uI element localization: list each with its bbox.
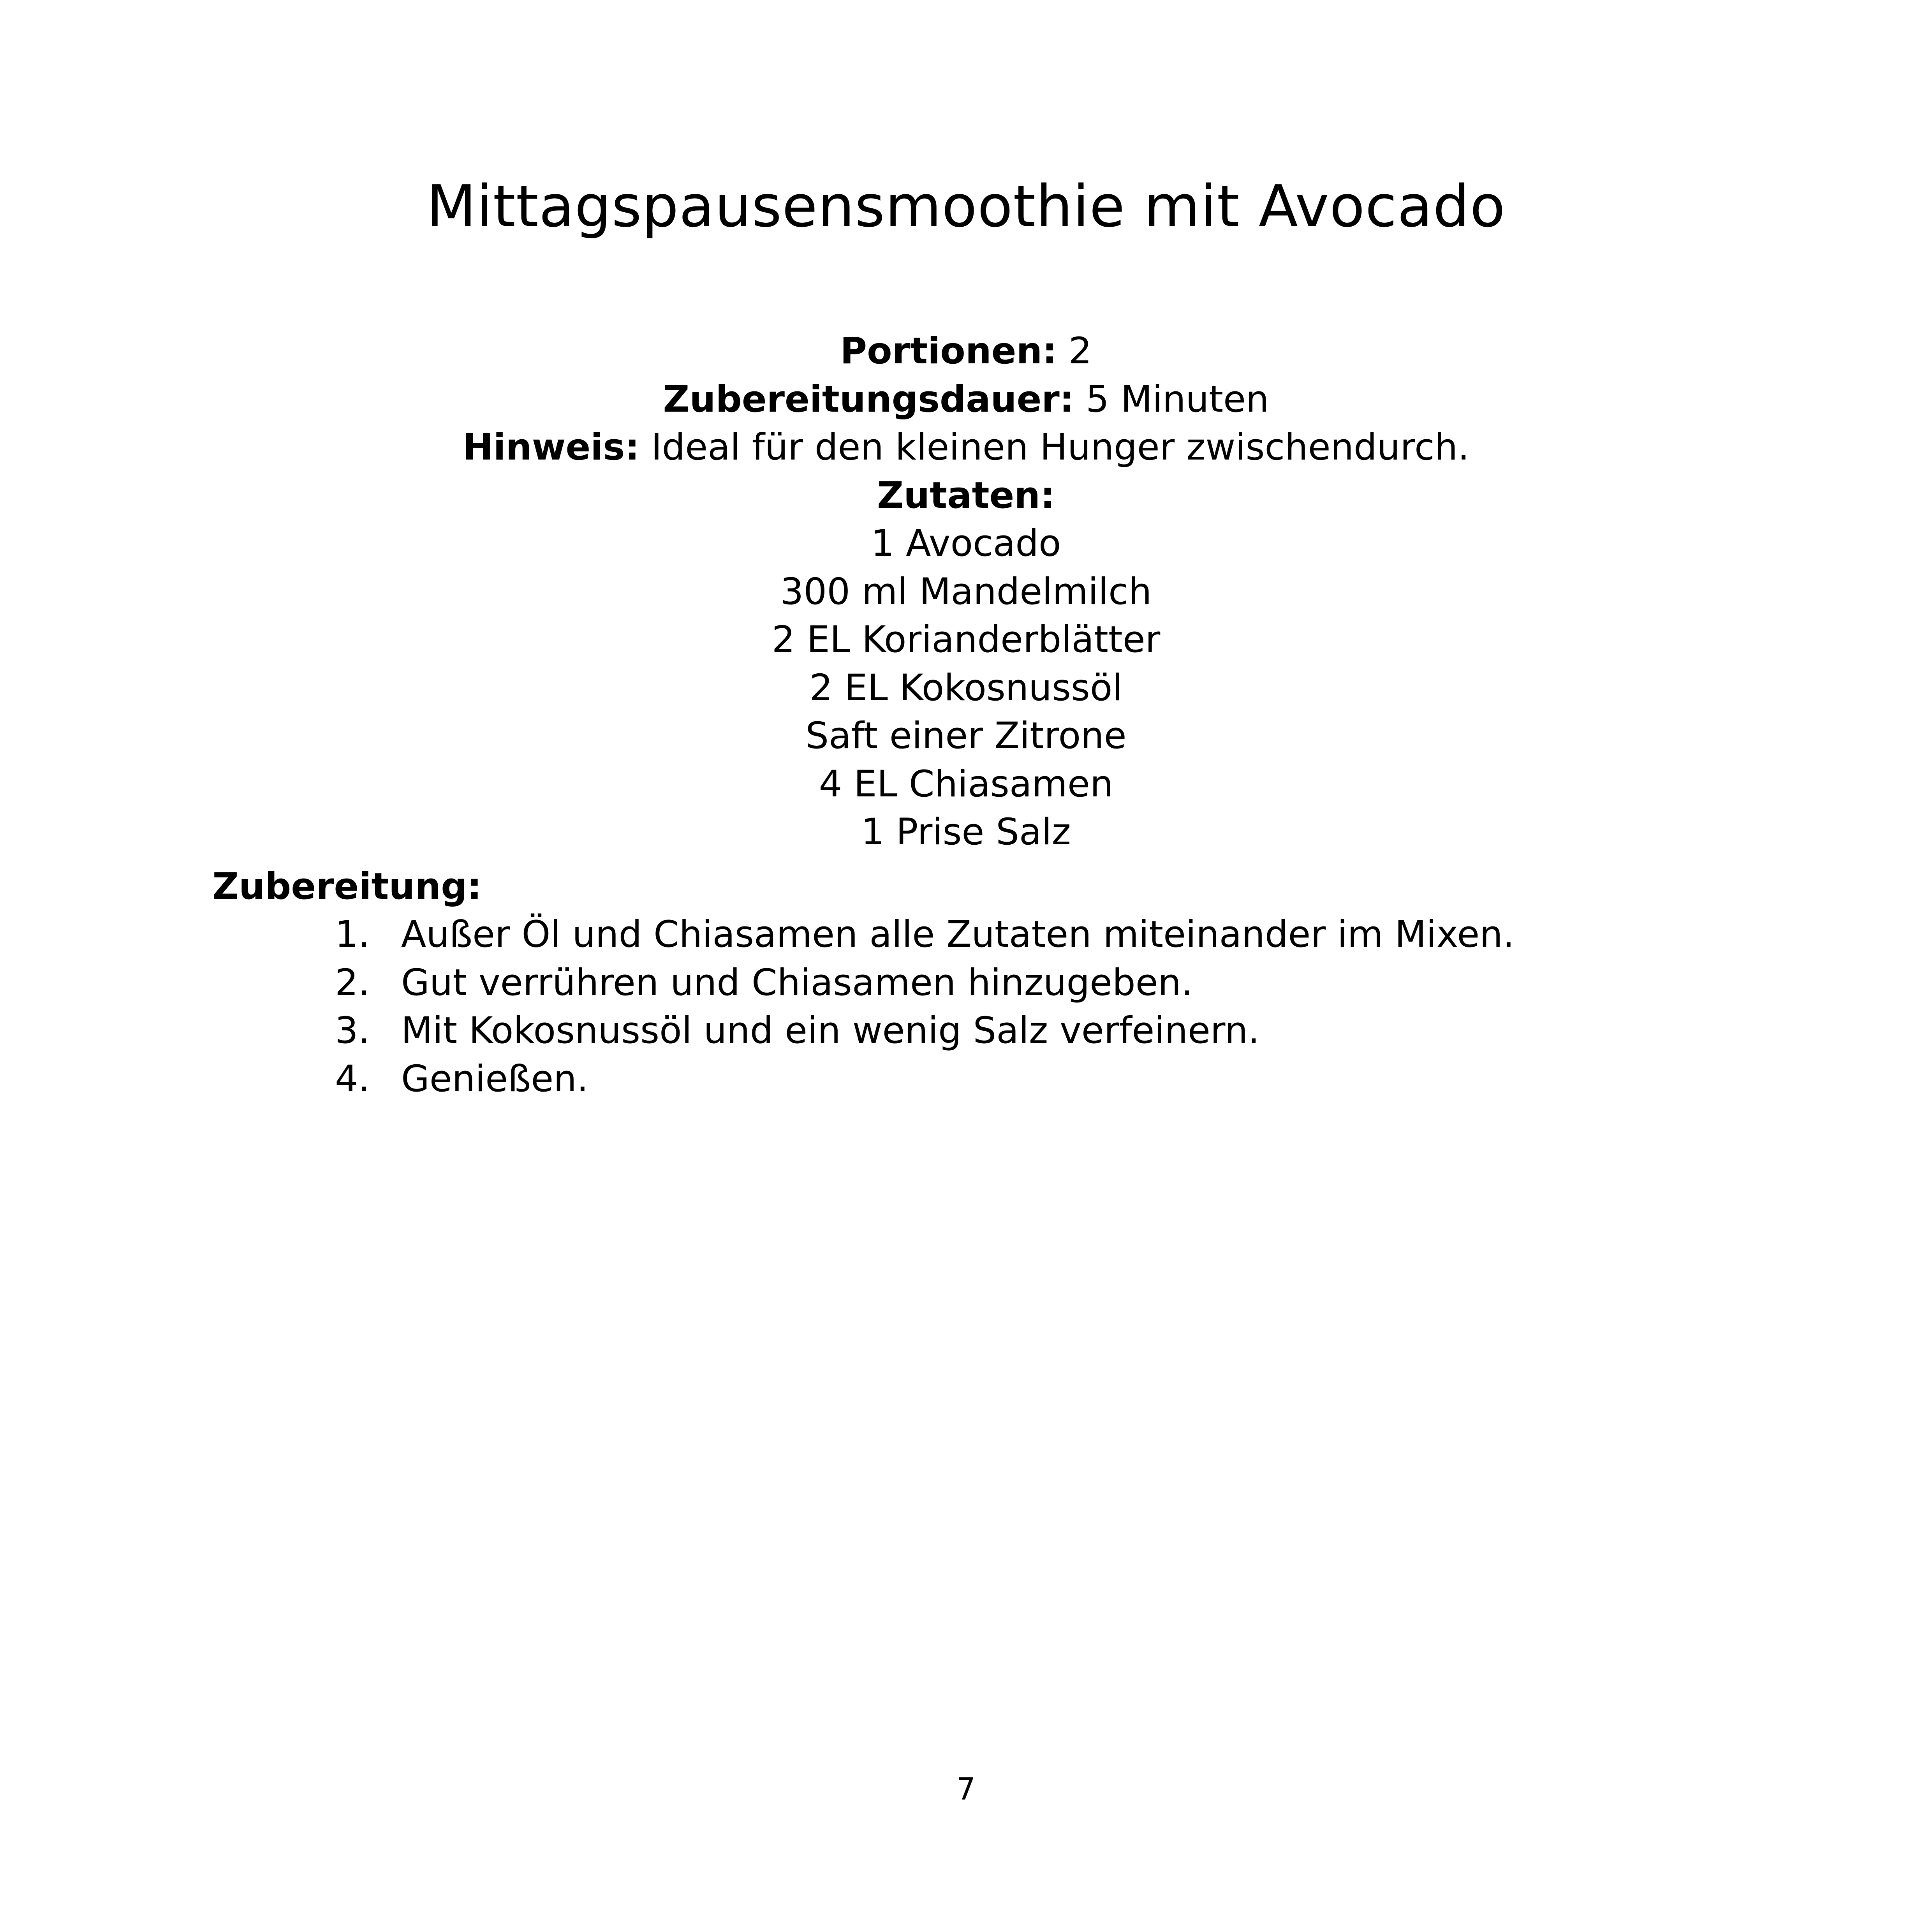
portions-value: 2 [1057,330,1092,372]
recipe-meta [0,327,1932,856]
ingredient-item: 300 ml Mandelmilch [780,570,1152,613]
preparation-steps [335,911,1515,1103]
preparation-step [335,1007,1515,1055]
recipe-title: Mittagspausensmoothie mit Avocado [426,173,1506,240]
step-number: 1. [335,913,370,956]
note-value: Ideal für den kleinen Hunger zwischendurch. [639,426,1470,468]
preparation-step [335,959,1515,1007]
note-label: Hinweis: [462,426,640,468]
ingredients-heading: Zutaten: [877,474,1055,517]
step-number: 2. [335,961,370,1004]
step-number: 3. [335,1009,370,1052]
step-text: Außer Öl und Chiasamen alle Zutaten miteinander im Mixen. [401,913,1515,956]
duration-line [0,375,1932,424]
portions-line [0,327,1932,375]
ingredient-item: 1 Prise Salz [861,811,1071,853]
ingredient-item: 4 EL Chiasamen [819,763,1113,805]
ingredient-item: 2 EL Korianderblätter [771,618,1161,661]
step-number: 4. [335,1057,370,1100]
duration-label: Zubereitungsdauer: [663,378,1074,421]
ingredient-item: 2 EL Kokosnussöl [809,666,1123,709]
portions-label: Portionen: [840,330,1057,372]
step-text: Mit Kokosnussöl und ein wenig Salz verfeinern. [401,1009,1260,1052]
ingredient-item: Saft einer Zitrone [805,715,1127,757]
duration-value: 5 Minuten [1074,378,1269,421]
step-text: Genießen. [401,1057,588,1100]
page-number: 7 [956,1772,976,1807]
note-line [0,423,1932,472]
preparation-heading: Zubereitung: [212,865,482,908]
preparation-step [335,911,1515,959]
ingredient-item: 1 Avocado [871,522,1061,565]
preparation-step [335,1055,1515,1103]
step-text: Gut verrühren und Chiasamen hinzugeben. [401,961,1193,1004]
